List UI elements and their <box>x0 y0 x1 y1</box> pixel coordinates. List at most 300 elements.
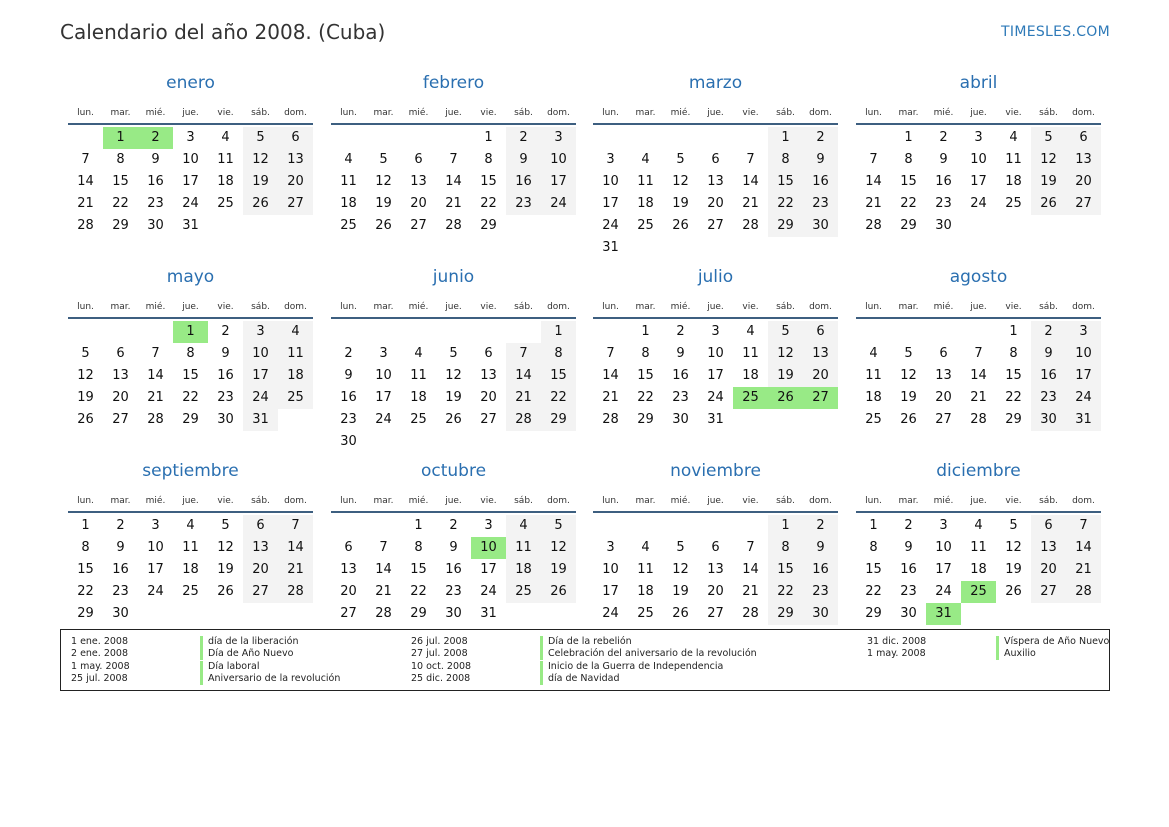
calendar-day: 24 <box>375 412 392 427</box>
calendar-day: 19 <box>541 559 576 581</box>
calendar-day: 16 <box>445 562 462 577</box>
legend-holiday-name: día de Navidad <box>548 672 620 684</box>
calendar-day: 23 <box>900 584 917 599</box>
calendar-day: 14 <box>375 562 392 577</box>
weekday-label: lun. <box>340 108 357 118</box>
legend-holiday-name: Aniversario de la revolución <box>208 672 341 684</box>
calendar-day: 18 <box>865 390 882 405</box>
weekday-label: sáb. <box>514 108 533 118</box>
calendar-day: 29 <box>768 603 803 625</box>
calendar-day: 11 <box>340 174 357 189</box>
calendar-day: 19 <box>768 365 803 387</box>
calendar-day: 30 <box>147 218 164 233</box>
calendar-day: 28 <box>742 606 759 621</box>
calendar-day: 28 <box>77 218 94 233</box>
calendar-day: 4 <box>641 540 650 555</box>
calendar-day: 25 <box>506 581 541 603</box>
month-name: enero <box>166 73 215 93</box>
calendar-day: 5 <box>1031 127 1066 149</box>
weekday-label: lun. <box>865 496 882 506</box>
calendar-day: 23 <box>112 584 129 599</box>
calendar-day: 26 <box>217 584 234 599</box>
calendar-day: 18 <box>970 562 987 577</box>
calendar-day: 26 <box>375 218 392 233</box>
calendar-day: 7 <box>81 152 90 167</box>
calendar-day: 7 <box>746 152 755 167</box>
calendar-day: 4 <box>974 518 983 533</box>
calendar-day: 22 <box>410 584 427 599</box>
month-header-rule <box>856 511 1101 513</box>
calendar-day: 28 <box>278 581 313 603</box>
calendar-day: 17 <box>182 174 199 189</box>
calendar-day: 25 <box>278 387 313 409</box>
calendar-day: 16 <box>340 390 357 405</box>
calendar-day: 9 <box>1031 343 1066 365</box>
weekday-label: lun. <box>77 302 94 312</box>
calendar-day: 31 <box>480 606 497 621</box>
month-header-rule <box>68 123 313 125</box>
calendar-day: 14 <box>742 174 759 189</box>
calendar-day: 11 <box>1005 152 1022 167</box>
calendar-day: 8 <box>768 149 803 171</box>
calendar-day: 15 <box>541 365 576 387</box>
calendar-day: 23 <box>445 584 462 599</box>
calendar-day: 30 <box>112 606 129 621</box>
calendar-day: 1 <box>414 518 423 533</box>
calendar-day: 6 <box>243 515 278 537</box>
calendar-day: 3 <box>1066 321 1101 343</box>
weekday-label: jue. <box>707 108 724 118</box>
calendar-day: 17 <box>707 368 724 383</box>
calendar-day: 29 <box>865 606 882 621</box>
calendar-day: 4 <box>221 130 230 145</box>
weekday-label: mar. <box>110 496 131 506</box>
calendar-day: 18 <box>637 196 654 211</box>
month-name: julio <box>697 267 734 287</box>
legend-holiday-name: Día de la rebelión <box>548 636 632 647</box>
calendar-day: 11 <box>410 368 427 383</box>
calendar-day: 11 <box>970 540 987 555</box>
month-name: diciembre <box>936 461 1021 481</box>
calendar-day: 3 <box>939 518 948 533</box>
calendar-day: 19 <box>243 171 278 193</box>
calendar-day: 31 <box>243 409 278 431</box>
weekday-label: jue. <box>182 302 199 312</box>
calendar-day: 7 <box>1066 515 1101 537</box>
calendar-day: 18 <box>182 562 199 577</box>
calendar-day: 22 <box>112 196 129 211</box>
weekday-label: jue. <box>970 108 987 118</box>
calendar-day: 16 <box>803 171 838 193</box>
calendar-day: 15 <box>1005 368 1022 383</box>
calendar-day: 2 <box>449 518 458 533</box>
weekday-label: jue. <box>707 302 724 312</box>
calendar-day: 8 <box>768 537 803 559</box>
calendar-day: 20 <box>340 584 357 599</box>
calendar-day: 17 <box>970 174 987 189</box>
weekday-label: vie. <box>1005 496 1022 506</box>
calendar-day: 11 <box>637 562 654 577</box>
legend-holiday-name: Día laboral <box>208 660 260 672</box>
calendar-day: 22 <box>637 390 654 405</box>
calendar-day: 3 <box>484 518 493 533</box>
weekday-label: mié. <box>933 108 954 118</box>
calendar-day: 28 <box>970 412 987 427</box>
calendar-day: 13 <box>480 368 497 383</box>
calendar-day: 6 <box>414 152 423 167</box>
calendar-day: 1 <box>904 130 913 145</box>
calendar-day: 16 <box>935 174 952 189</box>
calendar-day: 21 <box>445 196 462 211</box>
calendar-day: 14 <box>1066 537 1101 559</box>
calendar-day: 14 <box>865 174 882 189</box>
weekday-label: jue. <box>445 496 462 506</box>
weekday-label: dom. <box>284 108 307 118</box>
calendar-day: 2 <box>116 518 125 533</box>
calendar-day: 27 <box>707 606 724 621</box>
legend-color-bar <box>540 648 543 660</box>
calendar-day: 28 <box>506 409 541 431</box>
calendar-day: 19 <box>1031 171 1066 193</box>
calendar-day: 5 <box>1009 518 1018 533</box>
calendar-day: 3 <box>606 540 615 555</box>
calendar-day: 28 <box>742 218 759 233</box>
legend-color-bar <box>200 661 203 673</box>
calendar-day: 18 <box>278 365 313 387</box>
legend-holiday-name: día de la liberación <box>208 636 299 647</box>
legend-entry <box>411 661 831 673</box>
legend-date: 26 jul. 2008 <box>411 636 468 647</box>
calendar-day: 5 <box>904 346 913 361</box>
calendar-day: 18 <box>217 174 234 189</box>
calendar-day: 30 <box>672 412 689 427</box>
site-logo[interactable]: TIMESLES.COM <box>1001 24 1110 40</box>
weekday-label: jue. <box>445 108 462 118</box>
calendar-day: 20 <box>707 584 724 599</box>
calendar-day: 17 <box>480 562 497 577</box>
calendar-day: 19 <box>77 390 94 405</box>
calendar-day: 16 <box>217 368 234 383</box>
calendar-day: 23 <box>217 390 234 405</box>
calendar-day: 15 <box>182 368 199 383</box>
calendar-day: 25 <box>182 584 199 599</box>
calendar-day: 12 <box>217 540 234 555</box>
calendar-day: 27 <box>707 218 724 233</box>
calendar-day: 21 <box>742 196 759 211</box>
weekday-label: vie. <box>480 108 497 118</box>
calendar-day: 24 <box>147 584 164 599</box>
weekday-label: mié. <box>408 496 429 506</box>
calendar-day: 24 <box>243 387 278 409</box>
weekday-label: mar. <box>898 302 919 312</box>
calendar-day: 9 <box>116 540 125 555</box>
holiday-day: 25 <box>961 581 996 603</box>
month-header-rule <box>593 511 838 513</box>
weekday-label: vie. <box>217 496 234 506</box>
weekday-label: dom. <box>1072 302 1095 312</box>
legend-entry <box>411 673 831 685</box>
calendar-day: 13 <box>1031 537 1066 559</box>
calendar-day: 18 <box>410 390 427 405</box>
weekday-label: mié. <box>933 302 954 312</box>
calendar-day: 8 <box>81 540 90 555</box>
calendar-day: 21 <box>865 196 882 211</box>
calendar-day: 27 <box>1031 581 1066 603</box>
calendar-day: 25 <box>340 218 357 233</box>
calendar-day: 1 <box>81 518 90 533</box>
weekday-label: dom. <box>1072 496 1095 506</box>
calendar-day: 2 <box>676 324 685 339</box>
calendar-day: 16 <box>1031 365 1066 387</box>
calendar-day: 5 <box>676 540 685 555</box>
calendar-day: 19 <box>672 584 689 599</box>
calendar-day: 4 <box>278 321 313 343</box>
calendar-day: 11 <box>865 368 882 383</box>
calendar-day: 14 <box>506 365 541 387</box>
month-noviembre <box>593 461 838 651</box>
calendar-day: 2 <box>1031 321 1066 343</box>
calendar-day: 12 <box>672 562 689 577</box>
calendar-day: 7 <box>449 152 458 167</box>
month-enero <box>68 73 313 263</box>
calendar-day: 24 <box>480 584 497 599</box>
calendar-day: 20 <box>803 365 838 387</box>
calendar-day: 21 <box>742 584 759 599</box>
calendar-day: 15 <box>480 174 497 189</box>
calendar-day: 1 <box>1009 324 1018 339</box>
calendar-day: 26 <box>77 412 94 427</box>
calendar-day: 29 <box>637 412 654 427</box>
calendar-day: 22 <box>541 387 576 409</box>
month-abril <box>856 73 1101 263</box>
calendar-day: 22 <box>900 196 917 211</box>
calendar-day: 6 <box>484 346 493 361</box>
calendar-day: 15 <box>865 562 882 577</box>
calendar-day: 19 <box>445 390 462 405</box>
holiday-day: 2 <box>138 127 173 149</box>
calendar-day: 19 <box>375 196 392 211</box>
calendar-day: 24 <box>182 196 199 211</box>
calendar-day: 7 <box>869 152 878 167</box>
calendar-day: 27 <box>340 606 357 621</box>
calendar-day: 18 <box>742 368 759 383</box>
holiday-day: 10 <box>471 537 506 559</box>
calendar-day: 31 <box>707 412 724 427</box>
calendar-day: 8 <box>186 346 195 361</box>
calendar-day: 12 <box>445 368 462 383</box>
calendar-day: 2 <box>506 127 541 149</box>
calendar-day: 21 <box>278 559 313 581</box>
calendar-day: 4 <box>506 515 541 537</box>
month-name: mayo <box>166 267 215 287</box>
calendar-day: 13 <box>707 174 724 189</box>
calendar-day: 30 <box>803 603 838 625</box>
calendar-day: 26 <box>672 218 689 233</box>
calendar-day: 25 <box>637 606 654 621</box>
calendar-day: 31 <box>602 240 619 255</box>
weekday-label: mar. <box>373 302 394 312</box>
calendar-day: 4 <box>186 518 195 533</box>
calendar-day: 22 <box>77 584 94 599</box>
calendar-day: 19 <box>217 562 234 577</box>
calendar-day: 16 <box>112 562 129 577</box>
calendar-day: 12 <box>1005 540 1022 555</box>
calendar-day: 24 <box>707 390 724 405</box>
legend-entry <box>867 648 1169 660</box>
calendar-day: 29 <box>768 215 803 237</box>
calendar-day: 22 <box>768 193 803 215</box>
calendar-day: 23 <box>803 581 838 603</box>
calendar-day: 9 <box>221 346 230 361</box>
calendar-day: 1 <box>768 127 803 149</box>
weekday-label: lun. <box>340 302 357 312</box>
month-name: marzo <box>688 73 743 93</box>
month-diciembre <box>856 461 1101 651</box>
calendar-day: 2 <box>344 346 353 361</box>
weekday-label: vie. <box>742 496 759 506</box>
calendar-day: 9 <box>344 368 353 383</box>
weekday-label: sáb. <box>251 302 270 312</box>
month-julio <box>593 267 838 457</box>
calendar-day: 14 <box>970 368 987 383</box>
calendar-day: 17 <box>541 171 576 193</box>
calendar-day: 14 <box>445 174 462 189</box>
calendar-day: 1 <box>484 130 493 145</box>
calendar-day: 8 <box>414 540 423 555</box>
weekday-label: mié. <box>670 108 691 118</box>
weekday-label: jue. <box>707 496 724 506</box>
calendar-day: 25 <box>637 218 654 233</box>
calendar-day: 4 <box>414 346 423 361</box>
weekday-label: dom. <box>547 108 570 118</box>
legend-date: 1 may. 2008 <box>867 648 926 660</box>
calendar-day: 16 <box>506 171 541 193</box>
calendar-day: 20 <box>278 171 313 193</box>
weekday-label: dom. <box>547 302 570 312</box>
calendar-day: 2 <box>803 515 838 537</box>
calendar-day: 13 <box>935 368 952 383</box>
calendar-day: 10 <box>970 152 987 167</box>
month-octubre <box>331 461 576 651</box>
calendar-day: 12 <box>375 174 392 189</box>
calendar-day: 5 <box>379 152 388 167</box>
calendar-day: 7 <box>379 540 388 555</box>
weekday-label: lun. <box>602 496 619 506</box>
calendar-day: 3 <box>541 127 576 149</box>
calendar-day: 27 <box>1066 193 1101 215</box>
weekday-label: sáb. <box>514 496 533 506</box>
weekday-label: dom. <box>809 496 832 506</box>
calendar-day: 28 <box>865 218 882 233</box>
calendar-day: 12 <box>900 368 917 383</box>
calendar-day: 23 <box>1031 387 1066 409</box>
weekday-label: lun. <box>865 108 882 118</box>
calendar-day: 29 <box>112 218 129 233</box>
calendar-day: 14 <box>602 368 619 383</box>
calendar-day: 27 <box>410 218 427 233</box>
calendar-day: 12 <box>672 174 689 189</box>
legend-holiday-name: Auxilio <box>1004 648 1036 660</box>
calendar-day: 13 <box>340 562 357 577</box>
calendar-day: 5 <box>81 346 90 361</box>
calendar-day: 21 <box>147 390 164 405</box>
calendar-day: 3 <box>974 130 983 145</box>
weekday-label: jue. <box>970 496 987 506</box>
calendar-day: 15 <box>637 368 654 383</box>
month-name: abril <box>959 73 998 93</box>
calendar-day: 9 <box>449 540 458 555</box>
calendar-day: 15 <box>77 562 94 577</box>
calendar-day: 29 <box>480 218 497 233</box>
weekday-label: mié. <box>408 108 429 118</box>
calendar-day: 7 <box>151 346 160 361</box>
calendar-day: 9 <box>803 149 838 171</box>
weekday-label: sáb. <box>514 302 533 312</box>
calendar-day: 4 <box>746 324 755 339</box>
legend-date: 10 oct. 2008 <box>411 660 472 672</box>
calendar-day: 8 <box>1009 346 1018 361</box>
calendar-day: 6 <box>711 540 720 555</box>
weekday-label: mar. <box>898 496 919 506</box>
calendar-day: 17 <box>602 584 619 599</box>
weekday-label: mar. <box>635 496 656 506</box>
calendar-day: 21 <box>375 584 392 599</box>
calendar-day: 12 <box>77 368 94 383</box>
calendar-day: 22 <box>1005 390 1022 405</box>
month-name: agosto <box>949 267 1008 287</box>
calendar-day: 6 <box>711 152 720 167</box>
calendar-day: 10 <box>147 540 164 555</box>
calendar-day: 27 <box>278 193 313 215</box>
weekday-label: sáb. <box>251 108 270 118</box>
calendar-day: 17 <box>243 365 278 387</box>
calendar-day: 11 <box>278 343 313 365</box>
month-header-rule <box>331 511 576 513</box>
calendar-day: 3 <box>243 321 278 343</box>
weekday-label: mar. <box>635 108 656 118</box>
weekday-label: dom. <box>284 496 307 506</box>
calendar-day: 28 <box>602 412 619 427</box>
weekday-label: jue. <box>445 302 462 312</box>
calendar-day: 29 <box>182 412 199 427</box>
month-header-rule <box>593 317 838 319</box>
calendar-day: 3 <box>711 324 720 339</box>
calendar-day: 17 <box>602 196 619 211</box>
calendar-day: 21 <box>1066 559 1101 581</box>
weekday-label: mié. <box>145 302 166 312</box>
legend-entry <box>867 636 1169 648</box>
calendar-day: 26 <box>445 412 462 427</box>
calendar-day: 28 <box>1066 581 1101 603</box>
calendar-day: 10 <box>935 540 952 555</box>
weekday-label: vie. <box>480 302 497 312</box>
calendar-day: 27 <box>112 412 129 427</box>
calendar-day: 24 <box>1066 387 1101 409</box>
calendar-day: 30 <box>1031 409 1066 431</box>
legend-color-bar <box>200 648 203 660</box>
calendar-day: 26 <box>672 606 689 621</box>
calendar-day: 20 <box>1031 559 1066 581</box>
calendar-day: 20 <box>480 390 497 405</box>
weekday-label: lun. <box>865 302 882 312</box>
calendar-day: 7 <box>606 346 615 361</box>
month-marzo <box>593 73 838 263</box>
calendar-day: 11 <box>742 346 759 361</box>
month-mayo <box>68 267 313 457</box>
calendar-day: 30 <box>803 215 838 237</box>
calendar-day: 4 <box>1009 130 1018 145</box>
calendar-day: 10 <box>375 368 392 383</box>
